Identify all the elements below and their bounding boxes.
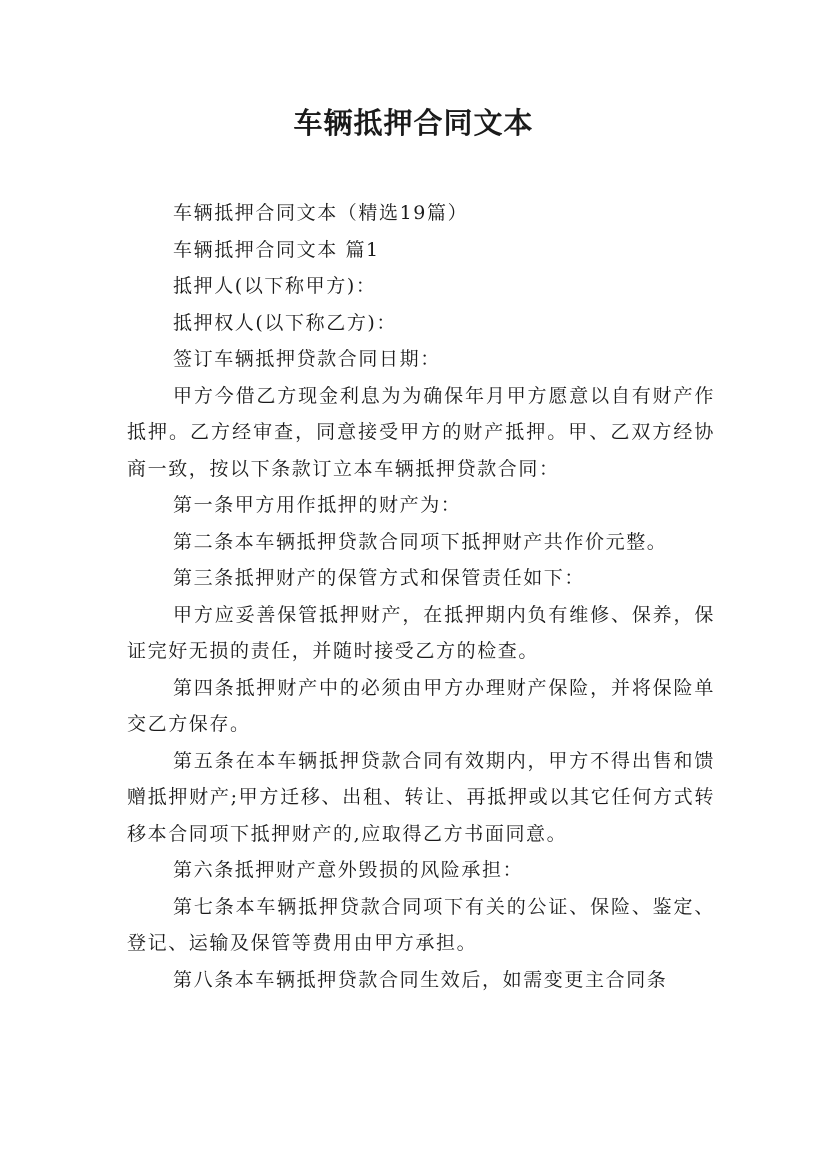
paragraph: 车辆抵押合同文本（精选19篇） <box>173 202 469 224</box>
document-body <box>127 195 715 998</box>
paragraph: 第七条本车辆抵押贷款合同项下有关的公证、保险、鉴定、登记、运输及保管等费用由甲方承担。 <box>127 895 715 954</box>
paragraph: 第四条抵押财产中的必须由甲方办理财产保险，并将保险单交乙方保存。 <box>127 676 715 735</box>
paragraph: 甲方今借乙方现金利息为为确保年月甲方愿意以自有财产作抵押。乙方经审查，同意接受甲方的财产抵押。甲、乙双方经协商一致，按以下条款订立本车辆抵押贷款合同： <box>127 384 715 480</box>
paragraph: 第五条在本车辆抵押贷款合同有效期内，甲方不得出售和馈赠抵押财产;甲方迁移、出租、转让、再抵押或以其它任何方式转移本合同项下抵押财产的,应取得乙方书面同意。 <box>127 749 715 845</box>
paragraph: 第三条抵押财产的保管方式和保管责任如下： <box>173 567 586 589</box>
paragraph: 甲方应妥善保管抵押财产，在抵押期内负有维修、保养，保证完好无损的责任，并随时接受乙方的检查。 <box>127 603 715 662</box>
paragraph: 第六条抵押财产意外毁损的风险承担： <box>173 859 524 881</box>
paragraph: 第八条本车辆抵押贷款合同生效后，如需变更主合同条 <box>173 968 668 991</box>
paragraph: 抵押权人(以下称乙方)： <box>173 311 398 334</box>
paragraph: 第二条本车辆抵押贷款合同项下抵押财产共作价元整。 <box>173 530 668 553</box>
paragraph: 车辆抵押合同文本 篇1 <box>173 238 380 261</box>
paragraph: 第一条甲方用作抵押的财产为： <box>173 494 462 516</box>
paragraph: 抵押人(以下称甲方)： <box>173 275 377 297</box>
document-title: 车辆抵押合同文本 <box>293 106 534 140</box>
paragraph: 签订车辆抵押贷款合同日期： <box>173 348 441 370</box>
